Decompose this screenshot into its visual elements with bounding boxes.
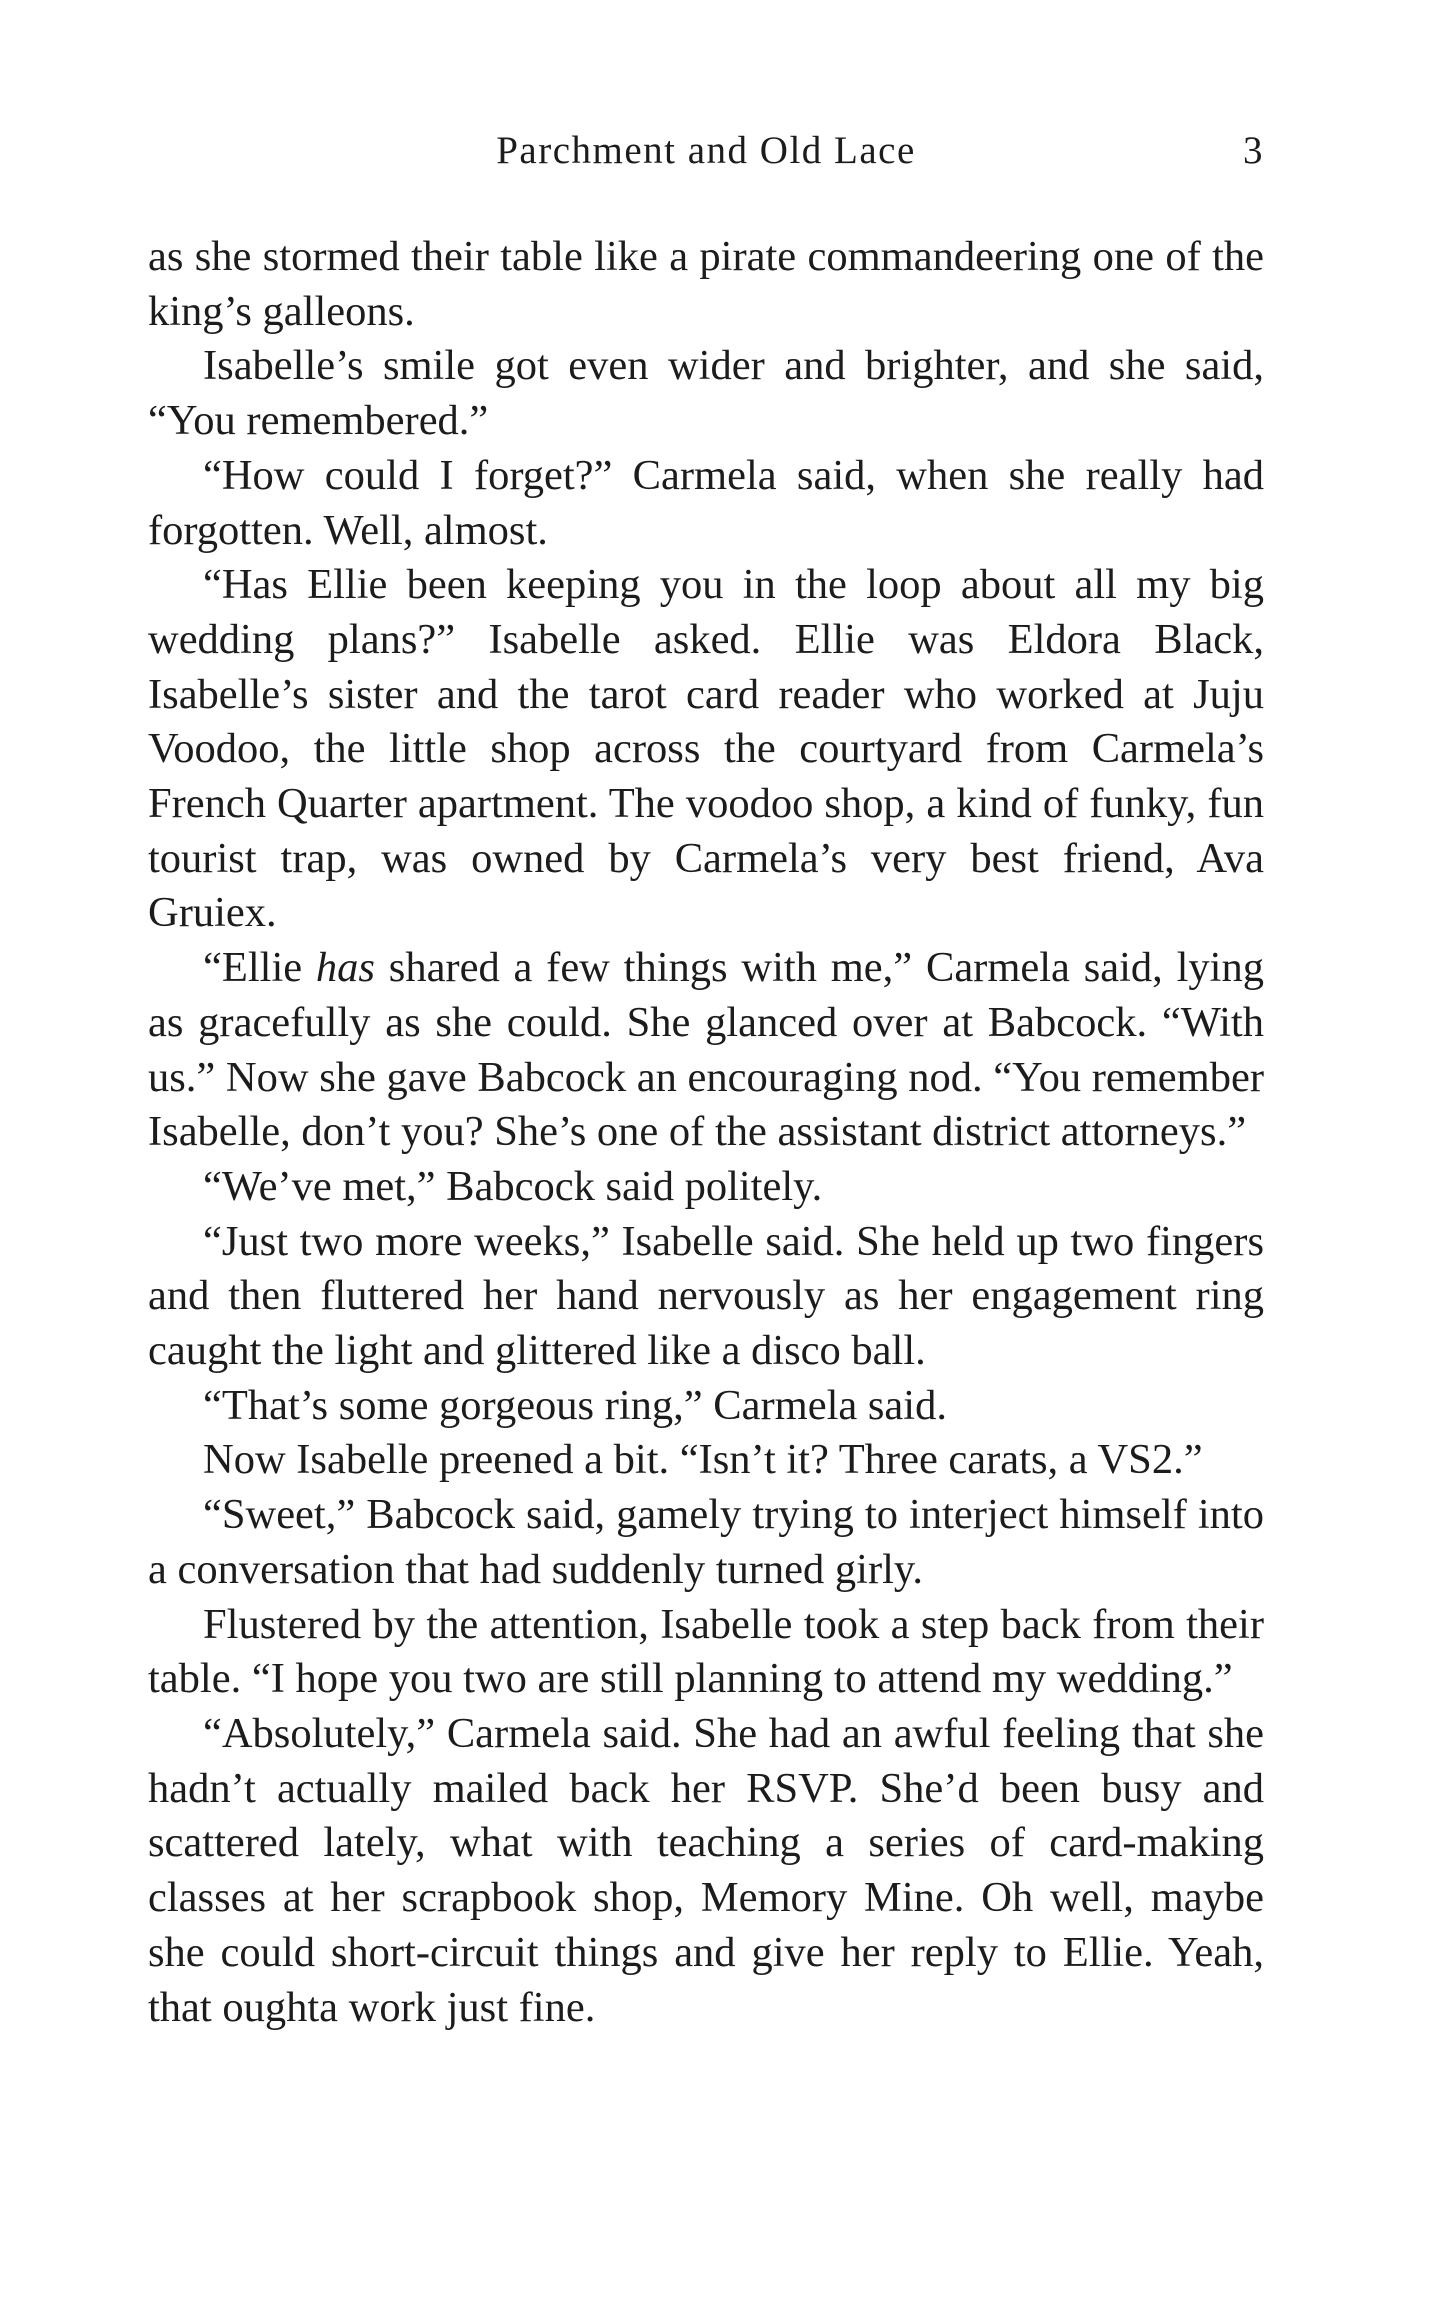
paragraph-5 — [148, 941, 1264, 1160]
paragraph-4: “Has Ellie been keeping you in the loop about all my big wedding plans?” Isabelle asked. Ellie was Eldora Black, Isabelle’s sister and the tarot card reader who worked at Juju Voodoo, the little shop across the courtyard from Carmela’s French Quarter apartment. The voodoo shop, a kind of funky, fun tourist trap, was owned by Carmela’s very best friend, Ava Gruiex. — [148, 561, 1264, 937]
paragraph-7: “Just two more weeks,” Isabelle said. She held up two fingers and then fluttered her hand nervously as her engagement ring caught the light and glittered like a disco ball. — [148, 1217, 1264, 1375]
paragraph-1: as she stormed their table like a pirate commandeering one of the king’s galleons. — [148, 233, 1264, 335]
body-text — [148, 230, 1264, 2035]
running-head — [148, 122, 1264, 182]
emphasis-has: has — [315, 944, 375, 992]
paragraph-6: “We’ve met,” Babcock said politely. — [203, 1162, 823, 1210]
paragraph-10: “Sweet,” Babcock said, gamely trying to interject himself into a conversation that had suddenly turned girly. — [148, 1491, 1264, 1593]
paragraph-5-rest: shared a few things with me,” Carmela said, lying as gracefully as she could. She glanced over at Babcock. “With us.” Now she gave Babcock an encouraging nod. “You remember Isabelle, don’t you? She’s one of the assistant district attorneys.” — [148, 944, 1264, 1156]
paragraph-8: “That’s some gorgeous ring,” Carmela said. — [203, 1381, 947, 1429]
paragraph-11: Flustered by the attention, Isabelle took a step back from their table. “I hope you two are still planning to attend my wedding.” — [148, 1600, 1264, 1703]
page-number: 3 — [1243, 129, 1264, 172]
paragraph-9: Now Isabelle preened a bit. “Isn’t it? Three carats, a VS2.” — [203, 1436, 1203, 1484]
paragraph-3: “How could I forget?” Carmela said, when she really had forgotten. Well, almost. — [148, 451, 1264, 554]
paragraph-12: “Absolutely,” Carmela said. She had an awful feeling that she hadn’t actually mailed back her RSVP. She’d been busy and scattered lately, what with teaching a series of card-making classes at her scrapbook shop, Memory Mine. Oh well, maybe she could short-circuit things and give her reply to Ellie. Yeah, that oughta work just fine. — [148, 1709, 1264, 2031]
paragraph-2: Isabelle’s smile got even wider and brighter, and she said, “You remembered.” — [148, 342, 1264, 445]
running-title: Parchment and Old Lace — [496, 129, 916, 172]
paragraph-5-start: “Ellie — [203, 944, 316, 992]
